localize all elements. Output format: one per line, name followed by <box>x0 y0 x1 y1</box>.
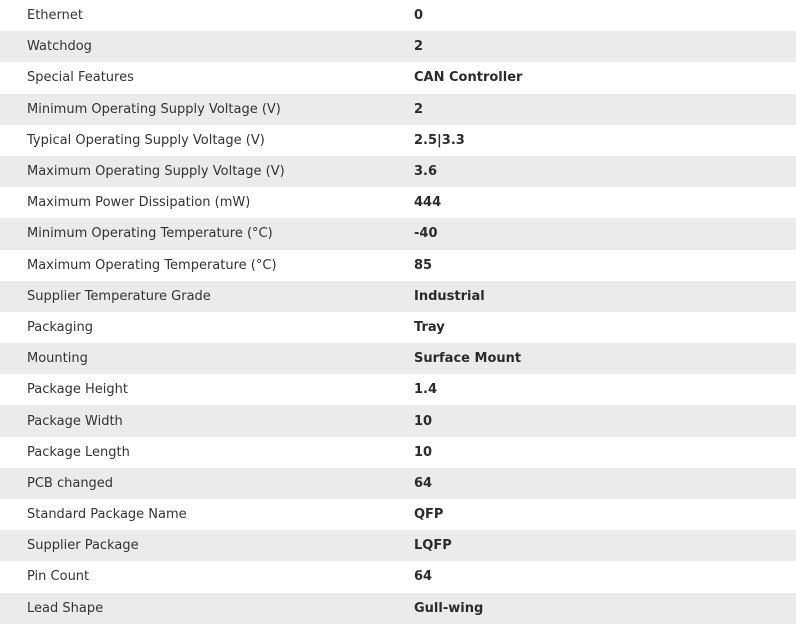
spec-attribute-value: 10 <box>414 405 796 436</box>
spec-row <box>0 593 796 624</box>
spec-attribute-value: Tray <box>414 312 796 343</box>
spec-attribute-value: Surface Mount <box>414 343 796 374</box>
spec-attribute-value: 10 <box>414 437 796 468</box>
spec-attribute-label: Standard Package Name <box>0 499 414 530</box>
spec-attribute-value: QFP <box>414 499 796 530</box>
spec-attribute-value: 1.4 <box>414 374 796 405</box>
spec-row <box>0 468 796 499</box>
spec-row <box>0 125 796 156</box>
spec-attribute-value: 64 <box>414 561 796 592</box>
spec-attribute-value: 85 <box>414 250 796 281</box>
spec-attribute-label: Maximum Operating Temperature (°C) <box>0 250 414 281</box>
spec-attribute-label: Special Features <box>0 62 414 93</box>
spec-row <box>0 0 796 31</box>
spec-attribute-label: Maximum Operating Supply Voltage (V) <box>0 156 414 187</box>
spec-row <box>0 62 796 93</box>
spec-attribute-value: Gull-wing <box>414 593 796 624</box>
spec-attribute-value: Industrial <box>414 281 796 312</box>
spec-row <box>0 156 796 187</box>
spec-row <box>0 250 796 281</box>
spec-attribute-value: 3.6 <box>414 156 796 187</box>
spec-attribute-value: 444 <box>414 187 796 218</box>
spec-row <box>0 374 796 405</box>
spec-attribute-label: Pin Count <box>0 561 414 592</box>
spec-attribute-label: Mounting <box>0 343 414 374</box>
spec-attribute-label: Packaging <box>0 312 414 343</box>
spec-row <box>0 530 796 561</box>
spec-row <box>0 343 796 374</box>
spec-attribute-value: 2 <box>414 31 796 62</box>
spec-row <box>0 405 796 436</box>
spec-attribute-value: 0 <box>414 0 796 31</box>
spec-attribute-value: CAN Controller <box>414 62 796 93</box>
spec-row <box>0 437 796 468</box>
spec-row <box>0 561 796 592</box>
spec-row <box>0 499 796 530</box>
spec-attribute-label: Typical Operating Supply Voltage (V) <box>0 125 414 156</box>
spec-attribute-label: Lead Shape <box>0 593 414 624</box>
spec-attribute-label: Minimum Operating Temperature (°C) <box>0 218 414 249</box>
spec-row <box>0 31 796 62</box>
spec-attribute-value: 2.5|3.3 <box>414 125 796 156</box>
spec-attribute-label: Supplier Package <box>0 530 414 561</box>
spec-attribute-label: Package Height <box>0 374 414 405</box>
spec-row <box>0 281 796 312</box>
spec-row <box>0 312 796 343</box>
spec-attribute-value: -40 <box>414 218 796 249</box>
spec-row <box>0 218 796 249</box>
spec-attribute-value: 2 <box>414 94 796 125</box>
spec-attribute-label: PCB changed <box>0 468 414 499</box>
spec-attribute-label: Minimum Operating Supply Voltage (V) <box>0 94 414 125</box>
spec-attribute-label: Maximum Power Dissipation (mW) <box>0 187 414 218</box>
spec-attribute-label: Ethernet <box>0 0 414 31</box>
spec-row <box>0 94 796 125</box>
spec-row <box>0 187 796 218</box>
spec-attribute-label: Package Width <box>0 405 414 436</box>
spec-attribute-label: Package Length <box>0 437 414 468</box>
spec-attribute-value: LQFP <box>414 530 796 561</box>
spec-attribute-label: Watchdog <box>0 31 414 62</box>
spec-attribute-value: 64 <box>414 468 796 499</box>
spec-attribute-label: Supplier Temperature Grade <box>0 281 414 312</box>
